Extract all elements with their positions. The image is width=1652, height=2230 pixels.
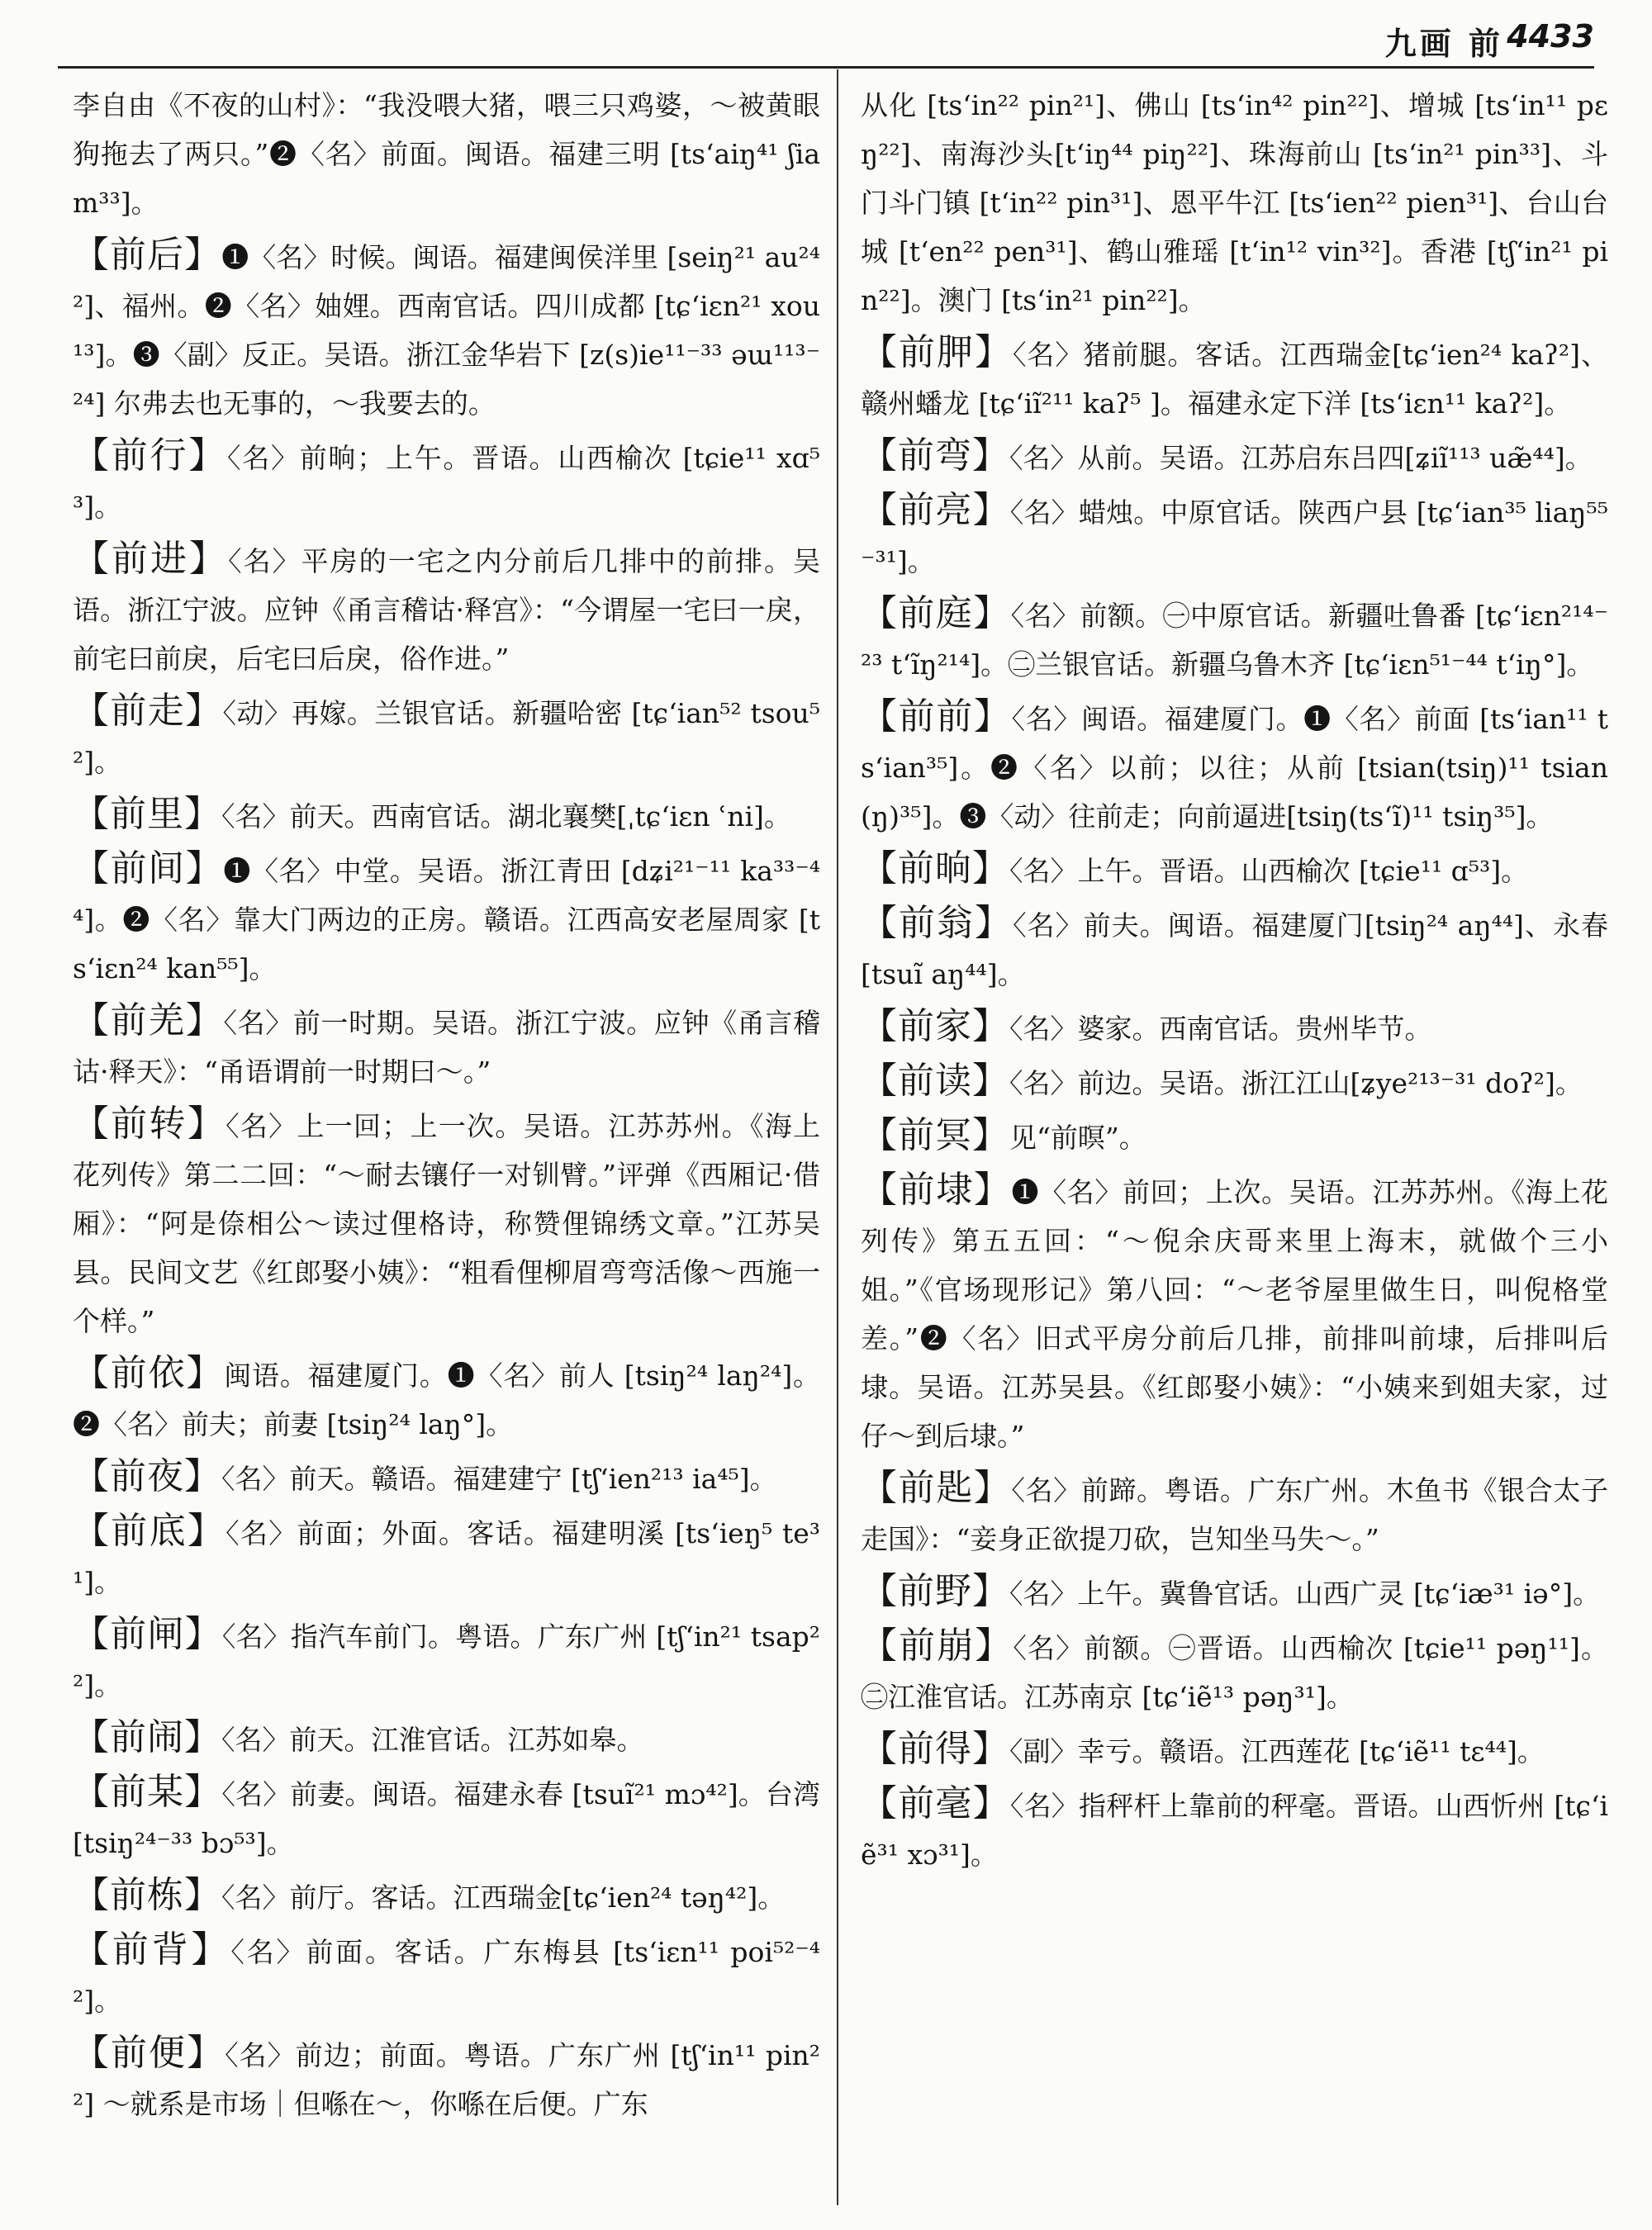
page-number: 4433: [1507, 18, 1594, 55]
entry-definition: 〈副〉幸亏。赣语。江西莲花 [tɕ‘iẽ¹¹ tɛ⁴⁴]。: [1009, 1735, 1545, 1767]
dictionary-entry: [73, 1871, 820, 1922]
entry-headword: 【前行】: [73, 434, 227, 477]
dictionary-entry: [73, 431, 820, 531]
entry-headword: 【前庭】: [861, 592, 1011, 634]
entry-headword: 【前走】: [73, 690, 223, 732]
dictionary-entry: [861, 1779, 1608, 1879]
entry-headword: 【前便】: [73, 2032, 225, 2074]
entry-definition: 〈名〉前晌；上午。晋语。山西榆次 [tɕie¹¹ xɑ⁵³]。: [73, 442, 820, 523]
dictionary-entry: [73, 1610, 820, 1710]
entry-headword: 【前晌】: [861, 847, 1009, 890]
right-column: [861, 78, 1608, 2213]
entry-definition: 〈名〉前天。西南官话。湖北襄樊[ˌtɕ‘iɛn ʿni]。: [221, 800, 791, 833]
entry-definition: 〈名〉前蹄。粤语。广东广州。木鱼书《银合太子走国》：“妾身正欲提刀砍，岂知坐马失～。”: [861, 1474, 1608, 1555]
entry-headword: 【前底】: [73, 1510, 226, 1552]
entry-definition: 〈名〉前边；前面。粤语。广东广州 [tʃ‘in¹¹ pin²²] ～就系是市场｜但喺在～，你喺在后便。广东: [73, 2039, 820, 2120]
dictionary-entry: [73, 78, 820, 227]
dictionary-entry: [73, 1506, 820, 1606]
dictionary-entry: [73, 2028, 820, 2128]
dictionary-entry: [73, 996, 820, 1096]
entry-definition: 〈名〉指汽车前门。粤语。广东广州 [tʃ‘in²¹ tsap²²]。: [73, 1620, 820, 1701]
entry-definition: 〈名〉前天。赣语。福建建宁 [tʃ‘ien²¹³ ia⁴⁵]。: [221, 1463, 777, 1495]
entry-headword: 【前羌】: [73, 999, 224, 1041]
dictionary-entry: [73, 686, 820, 786]
entry-definition: ❶〈名〉中堂。吴语。浙江青田 [dʑi²¹⁻¹¹ ka³³⁻⁴⁴]。❷〈名〉靠大门两边的正房。赣语。江西高安老屋周家 [ts‘iɛn²⁴ kan⁵⁵]。: [73, 855, 820, 985]
entry-definition: 〈名〉前天。江淮官话。江苏如皋。: [221, 1724, 644, 1756]
dictionary-entry: [73, 1452, 820, 1503]
entry-headword: 【前野】: [861, 1570, 1009, 1612]
entry-definition: 〈名〉指秤杆上靠前的秤毫。晋语。山西忻州 [tɕ‘iẽ³¹ xɔ³¹]。: [861, 1790, 1608, 1871]
entry-headword: 【前依】: [73, 1352, 225, 1394]
dictionary-entry: [861, 844, 1608, 895]
entry-definition: 〈名〉猪前腿。客话。江西瑞金[tɕ‘ien²⁴ kaʔ²]、赣州蟠龙 [tɕ‘iĩ²¹¹ kaʔ⁵ ]。福建永定下洋 [ts‘iɛn¹¹ kaʔ²]。: [861, 339, 1608, 420]
entry-definition: 〈名〉前一时期。吴语。浙江宁波。应钟《甬言稽诂·释天》：“甬语谓前一时期曰～。”: [73, 1007, 820, 1088]
entry-headword: 【前毫】: [861, 1782, 1010, 1824]
entry-headword: 【前里】: [73, 793, 221, 835]
dictionary-entry: [861, 1464, 1608, 1563]
entry-definition: 〈名〉前厅。客话。江西瑞金[tɕ‘ien²⁴ təŋ⁴²]。: [221, 1881, 786, 1914]
entry-headword: 【前冥】: [861, 1114, 1009, 1156]
dictionary-entry: [861, 1002, 1608, 1053]
entry-definition: 〈名〉前额。㊀晋语。山西榆次 [tɕie¹¹ pəŋ¹¹]。㊁江淮官话。江苏南京 [tɕ‘iẽ¹³ pəŋ³¹]。: [861, 1632, 1608, 1713]
entry-headword: 【前匙】: [861, 1467, 1012, 1509]
entry-headword: 【前家】: [861, 1005, 1009, 1047]
entry-definition: 从化 [ts‘in²² pin²¹]、佛山 [ts‘in⁴² pin²²]、增城 [ts‘in¹¹ pɛŋ²²]、南海沙头[t‘iŋ⁴⁴ piŋ²²]、珠海前山 [ts‘in²¹ pin³³]、斗门斗门镇 [t‘in²² pin³¹]、恩平牛江 [ts‘ien²² pien³¹]、台山台城 [t‘en²² pen³¹]、鹤山雅瑶 [t‘in¹² vin³²]。香港 [tʃ‘in²¹ pin²²]。澳门 [ts‘in²¹ pin²²]。: [861, 89, 1608, 316]
entry-definition: 〈名〉前边。吴语。浙江江山[ʑye²¹³⁻³¹ doʔ²]。: [1009, 1067, 1583, 1099]
entry-headword: 【前读】: [861, 1060, 1009, 1102]
entry-definition: 见“前暝”。: [1009, 1122, 1146, 1154]
dictionary-entry: [861, 1725, 1608, 1776]
entry-headword: 【前背】: [73, 1929, 231, 1971]
entry-definition: 〈名〉平房的一宅之内分前后几排中的前排。吴语。浙江宁波。应钟《甬言稽诂·释宫》：“今谓屋一宅曰一戾，前宅曰前戾，后宅曰后戾，俗作进。”: [73, 545, 820, 675]
entry-headword: 【前转】: [73, 1103, 226, 1145]
entry-definition: 〈名〉前面；外面。客话。福建明溪 [ts‘ieŋ⁵ te³¹]。: [73, 1517, 820, 1598]
dictionary-entry: [73, 1767, 820, 1867]
entry-definition: 〈名〉闽语。福建厦门。❶〈名〉前面 [ts‘ian¹¹ ts‘ian³⁵]。❷〈名〉以前；以往；从前 [tsian(tsiŋ)¹¹ tsian(ŋ)³⁵]。❸〈动〉往前走；向前逼进[tsiŋ(ts‘ĩ)¹¹ tsiŋ³⁵]。: [861, 703, 1608, 833]
column-divider: [837, 69, 838, 2205]
entry-definition: 〈名〉从前。吴语。江苏启东吕四[ʑiĩ¹¹³ uæ̃⁴⁴]。: [1009, 442, 1593, 474]
running-head: 九画 前: [1384, 25, 1503, 62]
entry-headword: 【前夜】: [73, 1455, 221, 1497]
dictionary-entry: [73, 230, 820, 428]
entry-headword: 【前亮】: [861, 489, 1010, 531]
dictionary-entry: [861, 1056, 1608, 1108]
entry-headword: 【前翁】: [861, 902, 1014, 944]
entry-definition: ❶〈名〉前回；上次。吴语。江苏苏州。《海上花列传》第五五回：“～倪余庆哥来里上海末，就做个三小姐。”《官场现形记》第八回：“～老爷屋里做生日，叫倪格堂差。”❷〈名〉旧式平房分前后几排，前排叫前埭，后排叫后埭。吴语。江苏吴县。《红郎娶小姨》：“小姨来到姐夫家，过仔～到后埭。”: [861, 1176, 1608, 1452]
dictionary-entry: [861, 78, 1608, 325]
dictionary-entry: [73, 790, 820, 841]
entry-definition: 〈名〉上一回；上一次。吴语。江苏苏州。《海上花列传》第二二回：“～耐去镶仔一对钏臂。”评弹《西厢记·借厢》：“阿是倷相公～读过俚格诗，称赞俚锦绣文章。”江苏吴县。民间文艺《红郎娶小姨》：“粗看俚柳眉弯弯活像～西施一个样。”: [73, 1110, 820, 1337]
dictionary-entry: [73, 1099, 820, 1345]
entry-definition: 〈名〉前妻。闽语。福建永春 [tsuĩ²¹ mɔ⁴²]。台湾 [tsiŋ²⁴⁻³³ bɔ⁵³]。: [73, 1778, 820, 1859]
dictionary-entry: [861, 431, 1608, 482]
dictionary-entry: [861, 1111, 1608, 1162]
dictionary-entry: [861, 899, 1608, 999]
dictionary-entry: [73, 1713, 820, 1764]
entry-definition: 〈名〉婆家。西南官话。贵州毕节。: [1009, 1013, 1432, 1045]
dictionary-entry: [861, 328, 1608, 428]
entry-definition: 〈名〉前面。客话。广东梅县 [ts‘iɛn¹¹ poi⁵²⁻⁴²]。: [73, 1936, 820, 2017]
entry-headword: 【前闹】: [73, 1716, 221, 1758]
left-column: [73, 78, 820, 2213]
dictionary-entry: [73, 1925, 820, 2025]
entry-headword: 【前某】: [73, 1771, 222, 1813]
dictionary-entry: [861, 1621, 1608, 1721]
header-rule: [58, 66, 1594, 69]
entry-headword: 【前埭】: [861, 1169, 1012, 1211]
dictionary-entry: [73, 1349, 820, 1449]
entry-definition: 闽语。福建厦门。❶〈名〉前人 [tsiŋ²⁴ laŋ²⁴]。❷〈名〉前夫；前妻 [tsiŋ²⁴ laŋ°]。: [73, 1359, 820, 1440]
entry-definition: 〈名〉前夫。闽语。福建厦门[tsiŋ²⁴ aŋ⁴⁴]、永春 [tsuĩ aŋ⁴⁴]。: [861, 909, 1608, 990]
entry-headword: 【前进】: [73, 538, 229, 580]
entry-headword: 【前栋】: [73, 1874, 221, 1916]
entry-headword: 【前前】: [861, 695, 1012, 738]
dictionary-entry: [861, 692, 1608, 841]
entry-headword: 【前崩】: [861, 1625, 1014, 1667]
entry-headword: 【前后】: [73, 234, 222, 276]
dictionary-entry: [861, 1567, 1608, 1618]
entry-headword: 【前胛】: [861, 331, 1013, 373]
entry-headword: 【前弯】: [861, 434, 1009, 477]
entry-definition: ❶〈名〉时候。闽语。福建闽侯洋里 [seiŋ²¹ au²⁴²]、福州。❷〈名〉妯娌。西南官话。四川成都 [tɕ‘iɛn²¹ xou¹³]。❸〈副〉反正。吴语。浙江金华岩下 [z(s)ie¹¹⁻³³ əɯ¹¹³⁻²⁴] 尔弗去也无事的，～我要去的。: [73, 241, 820, 420]
entry-definition: 〈名〉上午。冀鲁官话。山西广灵 [tɕ‘iæ³¹ iə°]。: [1009, 1578, 1601, 1610]
dictionary-entry: [73, 844, 820, 993]
entry-headword: 【前闸】: [73, 1613, 222, 1655]
dictionary-entry: [73, 534, 820, 683]
entry-definition: 〈名〉前额。㊀中原官话。新疆吐鲁番 [tɕ‘iɛn²¹⁴⁻²³ t‘ĩŋ²¹⁴]。㊁兰银官话。新疆乌鲁木齐 [tɕ‘iɛn⁵¹⁻⁴⁴ t‘iŋ°]。: [861, 600, 1608, 681]
dictionary-entry: [861, 486, 1608, 586]
entry-definition: 〈名〉蜡烛。中原官话。陕西户县 [tɕ‘ian³⁵ liaŋ⁵⁵⁻³¹]。: [861, 496, 1608, 577]
entry-headword: 【前间】: [73, 847, 224, 890]
entry-headword: 【前得】: [861, 1728, 1009, 1770]
entry-definition: 〈名〉上午。晋语。山西榆次 [tɕie¹¹ ɑ⁵³]。: [1009, 855, 1529, 887]
dictionary-entry: [861, 589, 1608, 689]
entry-definition: 李自由《不夜的山村》：“我没喂大猪，喂三只鸡婆，～被黄眼狗拖去了两只。”❷〈名〉前面。闽语。福建三明 [ts‘aiŋ⁴¹ ʃiam³³]。: [73, 89, 820, 219]
entry-definition: 〈动〉再嫁。兰银官话。新疆哈密 [tɕ‘ian⁵² tsou⁵²]。: [73, 697, 820, 778]
page-header: [58, 18, 1594, 68]
dictionary-entry: [861, 1165, 1608, 1460]
